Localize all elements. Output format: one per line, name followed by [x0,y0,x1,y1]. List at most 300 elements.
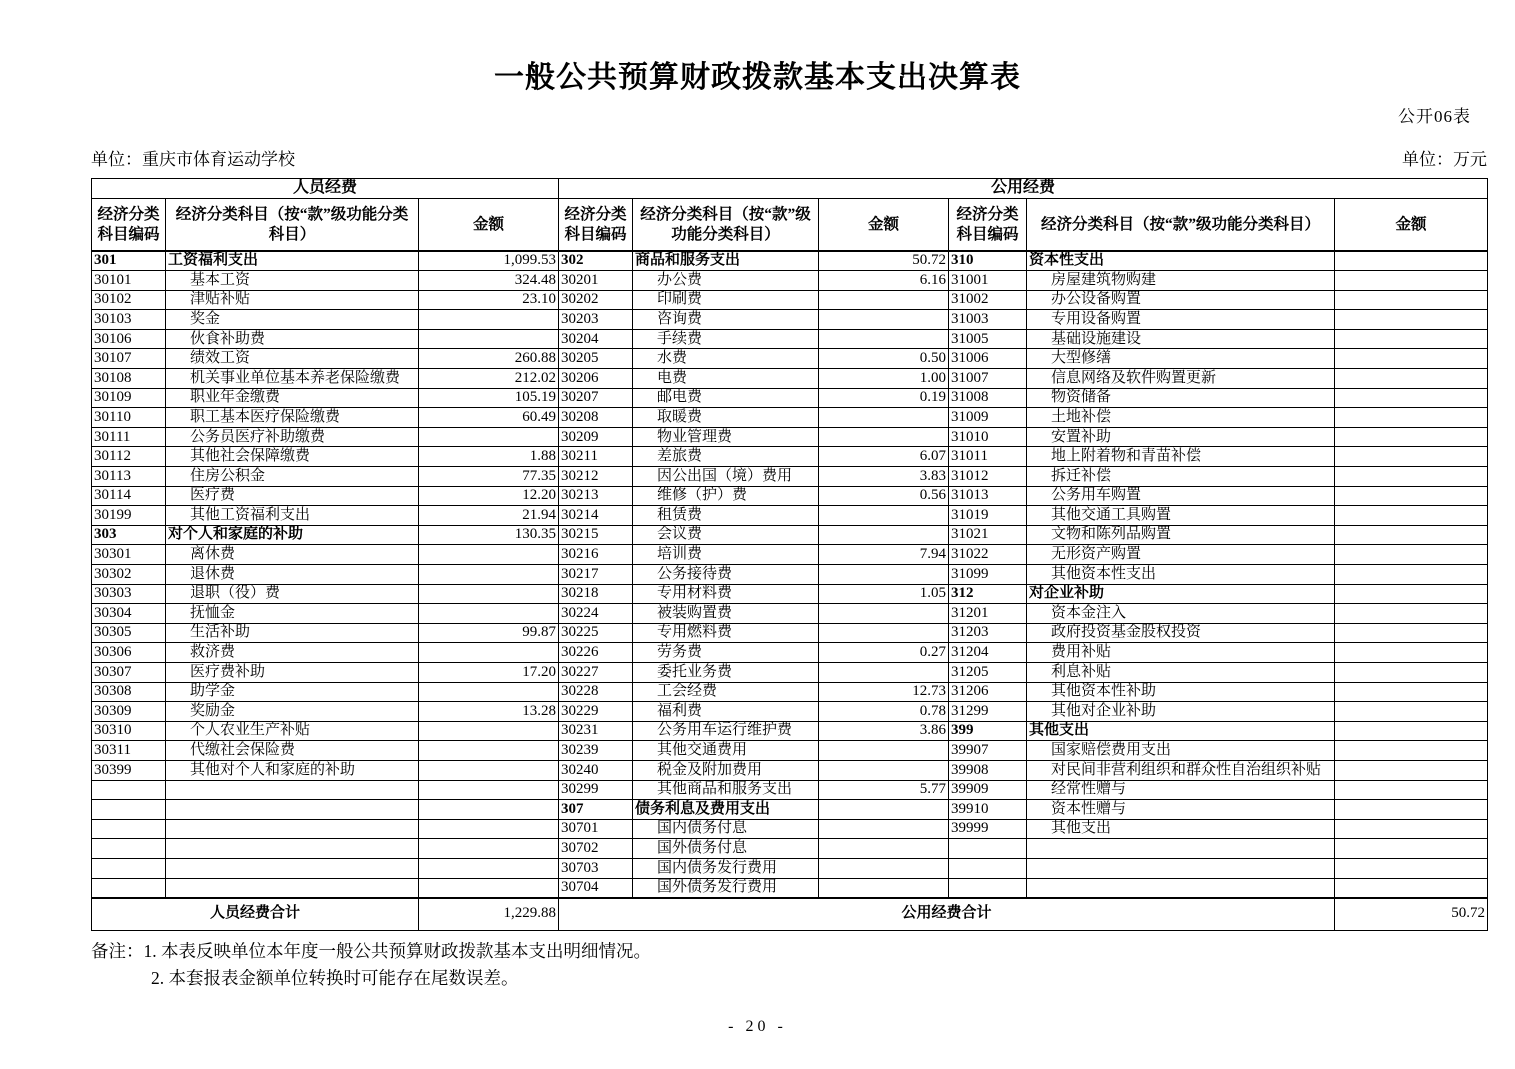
subject-cell: 房屋建筑物购建 [1027,271,1335,291]
amount-cell [419,310,559,330]
amount-cell [1335,741,1488,761]
amount-cell [1335,388,1488,408]
table-row [92,565,1488,585]
code-cell [92,839,166,859]
amount-cell [1335,604,1488,624]
amount-cell [1335,878,1488,898]
code-cell: 30203 [559,310,633,330]
amount-cell [419,545,559,565]
amount-cell: 5.77 [819,780,949,800]
code-cell: 30202 [559,290,633,310]
subject-cell: 绩效工资 [166,349,419,369]
code-cell: 30213 [559,486,633,506]
amount-cell [1335,290,1488,310]
table-row [92,643,1488,663]
currency-unit: 单位：万元 [1402,150,1487,169]
code-cell: 30102 [92,290,166,310]
code-cell: 30103 [92,310,166,330]
subject-cell: 费用补贴 [1027,643,1335,663]
code-cell: 30101 [92,271,166,291]
subject-cell: 其他资本性补助 [1027,682,1335,702]
table-row [92,369,1488,389]
subject-cell: 劳务费 [633,643,819,663]
table-row [92,525,1488,545]
table-row [92,682,1488,702]
subject-cell: 抚恤金 [166,604,419,624]
subject-cell: 国家赔偿费用支出 [1027,741,1335,761]
amount-cell [1335,447,1488,467]
column-header-row [92,199,1488,252]
subject-cell: 大型修缮 [1027,349,1335,369]
table-row [92,408,1488,428]
amount-cell: 1.05 [819,584,949,604]
code-cell: 31299 [949,702,1027,722]
table-row [92,623,1488,643]
code-cell: 30703 [559,858,633,878]
code-cell: 30702 [559,839,633,859]
amount-cell [419,643,559,663]
amount-cell: 0.27 [819,643,949,663]
table-row [92,604,1488,624]
amount-cell [1335,800,1488,820]
code-cell: 31005 [949,329,1027,349]
subject-cell: 商品和服务支出 [633,251,819,271]
amount-cell [819,310,949,330]
code-cell: 30206 [559,369,633,389]
table-row [92,760,1488,780]
subject-cell: 委托业务费 [633,662,819,682]
subject-cell: 印刷费 [633,290,819,310]
code-cell: 39999 [949,819,1027,839]
unit-row [91,145,1487,170]
subject-cell: 奖励金 [166,702,419,722]
subject-cell: 国内债务付息 [633,819,819,839]
amount-cell [819,408,949,428]
form-number: 公开06表 [1398,107,1471,126]
column-header-code: 经济分类科目编码 [949,199,1027,252]
code-cell: 30227 [559,662,633,682]
subject-cell: 因公出国（境）费用 [633,467,819,487]
amount-cell: 1,099.53 [419,251,559,271]
subject-cell: 伙食补助费 [166,329,419,349]
section-public-header: 公用经费 [559,179,1488,199]
subject-cell: 培训费 [633,545,819,565]
subject-cell: 咨询费 [633,310,819,330]
subject-cell: 无形资产购置 [1027,545,1335,565]
public-total-amount: 50.72 [1335,898,1488,931]
amount-cell [1335,858,1488,878]
code-cell: 30110 [92,408,166,428]
code-cell: 31002 [949,290,1027,310]
amount-cell: 12.73 [819,682,949,702]
table-row [92,584,1488,604]
amount-cell [419,741,559,761]
column-header-subject: 经济分类科目（按“款”级功能分类科目） [633,199,819,252]
subject-cell: 其他资本性支出 [1027,565,1335,585]
amount-cell: 212.02 [419,369,559,389]
amount-cell [819,290,949,310]
table-row [92,839,1488,859]
code-cell: 30239 [559,741,633,761]
subject-cell: 职工基本医疗保险缴费 [166,408,419,428]
page-number: - 20 - [728,1018,787,1035]
subject-cell: 其他对企业补助 [1027,702,1335,722]
amount-cell [419,427,559,447]
table-row [92,741,1488,761]
footnote-line [91,938,651,965]
footnotes [91,938,651,992]
subject-cell: 文物和陈列品购置 [1027,525,1335,545]
amount-cell: 99.87 [419,623,559,643]
code-cell: 30226 [559,643,633,663]
table-row [92,662,1488,682]
code-cell: 39907 [949,741,1027,761]
code-cell [92,878,166,898]
code-cell: 30207 [559,388,633,408]
code-cell: 31009 [949,408,1027,428]
subject-cell: 其他工资福利支出 [166,506,419,526]
amount-cell: 130.35 [419,525,559,545]
totals-row [92,898,1488,931]
column-header-subject: 经济分类科目（按“款”级功能分类科目） [166,199,419,252]
code-cell: 31007 [949,369,1027,389]
amount-cell [419,858,559,878]
table-row [92,447,1488,467]
subject-cell: 其他对个人和家庭的补助 [166,760,419,780]
subject-cell: 生活补助 [166,623,419,643]
column-header-amount: 金额 [819,199,949,252]
code-cell: 30111 [92,427,166,447]
code-cell: 30299 [559,780,633,800]
subject-cell: 退休费 [166,565,419,585]
code-cell [92,780,166,800]
amount-cell [419,839,559,859]
section-personnel-header: 人员经费 [92,179,559,199]
subject-cell: 安置补助 [1027,427,1335,447]
subject-cell: 电费 [633,369,819,389]
subject-cell [166,839,419,859]
subject-cell [1027,839,1335,859]
table-row [92,702,1488,722]
amount-cell [1335,408,1488,428]
amount-cell [819,839,949,859]
code-cell: 30204 [559,329,633,349]
code-cell: 30307 [92,662,166,682]
code-cell: 30303 [92,584,166,604]
amount-cell [419,878,559,898]
subject-cell: 奖金 [166,310,419,330]
code-cell: 30208 [559,408,633,428]
subject-cell: 办公设备购置 [1027,290,1335,310]
code-cell: 30304 [92,604,166,624]
subject-cell: 对个人和家庭的补助 [166,525,419,545]
code-cell: 30240 [559,760,633,780]
code-cell [949,858,1027,878]
subject-cell [166,800,419,820]
table-row [92,800,1488,820]
code-cell: 30399 [92,760,166,780]
amount-cell: 12.20 [419,486,559,506]
code-cell: 30228 [559,682,633,702]
amount-cell [419,604,559,624]
amount-cell [819,565,949,585]
subject-cell: 其他交通工具购置 [1027,506,1335,526]
page-title: 一般公共预算财政拨款基本支出决算表 [494,61,1021,94]
table-row [92,545,1488,565]
code-cell: 30108 [92,369,166,389]
amount-cell: 0.56 [819,486,949,506]
code-cell: 31206 [949,682,1027,702]
code-cell: 307 [559,800,633,820]
amount-cell [1335,427,1488,447]
code-cell [92,800,166,820]
subject-cell: 会议费 [633,525,819,545]
code-cell: 30301 [92,545,166,565]
code-cell: 30205 [559,349,633,369]
subject-cell: 津贴补贴 [166,290,419,310]
code-cell: 30215 [559,525,633,545]
table-row [92,506,1488,526]
code-cell: 31012 [949,467,1027,487]
amount-cell: 1.88 [419,447,559,467]
subject-cell: 对民间非营利组织和群众性自治组织补贴 [1027,760,1335,780]
personnel-total-amount: 1,229.88 [419,898,559,931]
amount-cell: 0.50 [819,349,949,369]
column-header-code: 经济分类科目编码 [92,199,166,252]
amount-cell [419,721,559,741]
subject-cell: 被装购置费 [633,604,819,624]
subject-cell: 水费 [633,349,819,369]
table-row [92,349,1488,369]
subject-cell: 专用燃料费 [633,623,819,643]
amount-cell [819,741,949,761]
subject-cell: 物业管理费 [633,427,819,447]
subject-cell [166,780,419,800]
subject-cell: 经常性赠与 [1027,780,1335,800]
code-cell: 30218 [559,584,633,604]
subject-cell: 公务员医疗补助缴费 [166,427,419,447]
code-cell: 30231 [559,721,633,741]
subject-cell: 资本性赠与 [1027,800,1335,820]
amount-cell [1335,643,1488,663]
amount-cell [419,584,559,604]
subject-cell [166,858,419,878]
amount-cell [1335,662,1488,682]
column-header-subject: 经济分类科目（按“款”级功能分类科目） [1027,199,1335,252]
code-cell: 31003 [949,310,1027,330]
amount-cell [819,662,949,682]
amount-cell [1335,839,1488,859]
amount-cell [819,506,949,526]
amount-cell [1335,486,1488,506]
code-cell [92,819,166,839]
subject-cell: 手续费 [633,329,819,349]
code-cell: 30106 [92,329,166,349]
table-body [92,251,1488,898]
amount-cell [819,604,949,624]
amount-cell [1335,721,1488,741]
subject-cell: 住房公积金 [166,467,419,487]
subject-cell: 其他交通费用 [633,741,819,761]
code-cell [949,839,1027,859]
amount-cell: 1.00 [819,369,949,389]
amount-cell [1335,271,1488,291]
code-cell: 31099 [949,565,1027,585]
subject-cell: 离休费 [166,545,419,565]
table-row [92,329,1488,349]
subject-cell: 差旅费 [633,447,819,467]
footnote-prefix: 备注： [91,941,144,961]
subject-cell: 公务用车购置 [1027,486,1335,506]
amount-cell [819,858,949,878]
amount-cell [1335,702,1488,722]
subject-cell: 邮电费 [633,388,819,408]
amount-cell [1335,584,1488,604]
subject-cell [166,819,419,839]
amount-cell [1335,349,1488,369]
code-cell: 31203 [949,623,1027,643]
public-total-label: 公用经费合计 [559,898,1335,931]
amount-cell [1335,525,1488,545]
subject-cell: 退职（役）费 [166,584,419,604]
amount-cell [419,800,559,820]
code-cell: 31008 [949,388,1027,408]
code-cell: 30212 [559,467,633,487]
code-cell: 30305 [92,623,166,643]
code-cell: 30704 [559,878,633,898]
amount-cell: 13.28 [419,702,559,722]
code-cell: 312 [949,584,1027,604]
amount-cell: 0.19 [819,388,949,408]
column-header-amount: 金额 [419,199,559,252]
amount-cell [1335,329,1488,349]
code-cell: 30224 [559,604,633,624]
code-cell: 302 [559,251,633,271]
amount-cell: 6.07 [819,447,949,467]
subject-cell: 基础设施建设 [1027,329,1335,349]
code-cell: 31022 [949,545,1027,565]
amount-cell [819,329,949,349]
amount-cell: 3.83 [819,467,949,487]
column-header-code: 经济分类科目编码 [559,199,633,252]
code-cell: 30311 [92,741,166,761]
code-cell: 30113 [92,467,166,487]
subject-cell: 医疗费 [166,486,419,506]
amount-cell [1335,623,1488,643]
amount-cell [819,819,949,839]
code-cell: 30302 [92,565,166,585]
code-cell: 303 [92,525,166,545]
amount-cell [1335,467,1488,487]
subject-cell: 福利费 [633,702,819,722]
subject-cell: 代缴社会保险费 [166,741,419,761]
code-cell: 31021 [949,525,1027,545]
amount-cell [819,623,949,643]
subject-cell: 租赁费 [633,506,819,526]
amount-cell [1335,819,1488,839]
subject-cell: 专用设备购置 [1027,310,1335,330]
code-cell: 30701 [559,819,633,839]
amount-cell: 21.94 [419,506,559,526]
code-cell: 31010 [949,427,1027,447]
code-cell: 31019 [949,506,1027,526]
code-cell: 30216 [559,545,633,565]
subject-cell: 个人农业生产补贴 [166,721,419,741]
section-header-row [92,179,1488,199]
table-row [92,486,1488,506]
table-row [92,858,1488,878]
code-cell: 39908 [949,760,1027,780]
subject-cell: 物资储备 [1027,388,1335,408]
footnote-line: 2. 本套报表金额单位转换时可能存在尾数误差。 [151,968,519,988]
amount-cell [1335,310,1488,330]
expenditure-table [91,178,1488,931]
amount-cell [1335,545,1488,565]
code-cell: 30201 [559,271,633,291]
code-cell: 30229 [559,702,633,722]
amount-cell [1335,565,1488,585]
column-header-amount: 金额 [1335,199,1488,252]
code-cell: 31001 [949,271,1027,291]
subject-cell: 基本工资 [166,271,419,291]
table-row [92,310,1488,330]
code-cell: 31205 [949,662,1027,682]
amount-cell [419,780,559,800]
subject-cell: 资本金注入 [1027,604,1335,624]
amount-cell: 50.72 [819,251,949,271]
table-row [92,819,1488,839]
subject-cell: 其他支出 [1027,721,1335,741]
amount-cell [819,760,949,780]
subject-cell: 办公费 [633,271,819,291]
amount-cell [419,682,559,702]
code-cell: 30112 [92,447,166,467]
code-cell: 31011 [949,447,1027,467]
amount-cell: 324.48 [419,271,559,291]
code-cell: 30211 [559,447,633,467]
subject-cell: 公务接待费 [633,565,819,585]
subject-cell: 债务利息及费用支出 [633,800,819,820]
amount-cell [1335,682,1488,702]
code-cell: 39909 [949,780,1027,800]
subject-cell: 国外债务付息 [633,839,819,859]
code-cell [92,858,166,878]
table-row [92,721,1488,741]
table-row [92,427,1488,447]
code-cell: 30217 [559,565,633,585]
subject-cell: 政府投资基金股权投资 [1027,623,1335,643]
code-cell: 30310 [92,721,166,741]
code-cell: 30107 [92,349,166,369]
subject-cell: 维修（护）费 [633,486,819,506]
code-cell [949,878,1027,898]
subject-cell: 助学金 [166,682,419,702]
amount-cell: 23.10 [419,290,559,310]
code-cell: 30109 [92,388,166,408]
amount-cell: 77.35 [419,467,559,487]
subject-cell: 其他商品和服务支出 [633,780,819,800]
subject-cell: 工资福利支出 [166,251,419,271]
subject-cell: 信息网络及软件购置更新 [1027,369,1335,389]
personnel-total-label: 人员经费合计 [92,898,419,931]
amount-cell [419,329,559,349]
amount-cell [1335,369,1488,389]
subject-cell: 公务用车运行维护费 [633,721,819,741]
amount-cell [419,760,559,780]
code-cell: 301 [92,251,166,271]
footnote-text: 1. 本表反映单位本年度一般公共预算财政拨款基本支出明细情况。 [143,941,651,961]
subject-cell: 专用材料费 [633,584,819,604]
